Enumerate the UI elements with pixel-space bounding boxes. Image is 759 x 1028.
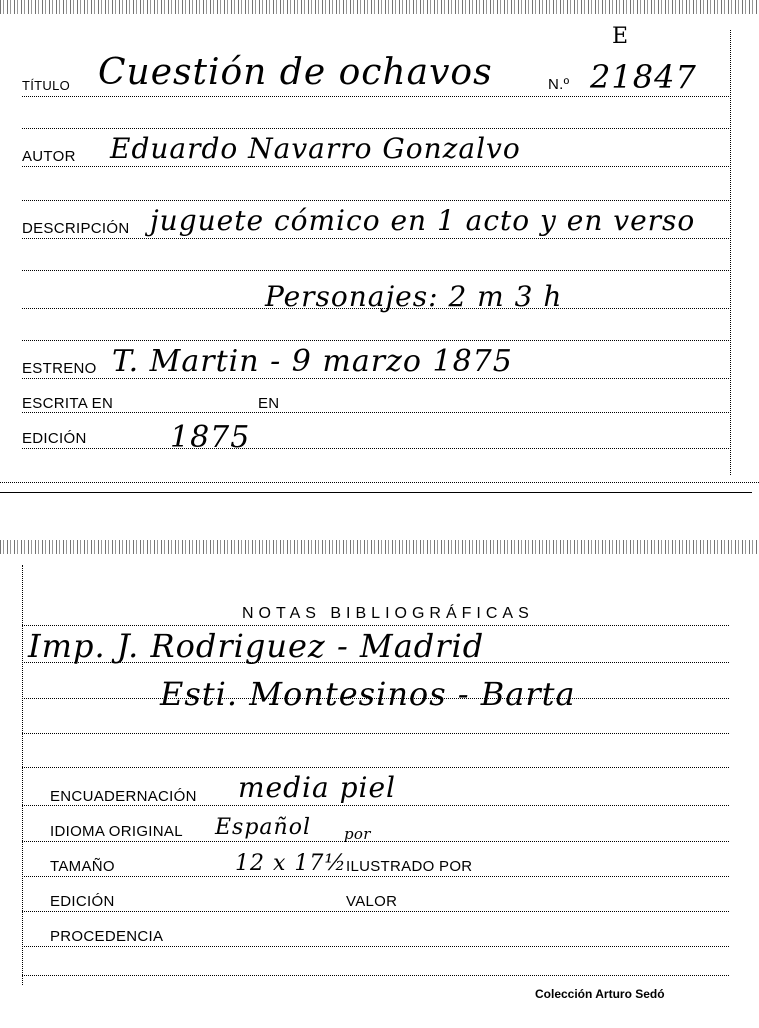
rule-line [22, 841, 729, 842]
scan-edge-noise [0, 0, 759, 14]
rule-line [22, 166, 729, 167]
edicion-label-bottom: EDICIÓN [50, 893, 115, 910]
rule-line [22, 662, 729, 663]
estreno-value: T. Martin - 9 marzo 1875 [112, 344, 513, 379]
rule-line [22, 975, 729, 976]
rule-line [22, 412, 729, 413]
rule-line [22, 767, 729, 768]
catalog-card-top [0, 0, 759, 495]
rule-line [22, 876, 729, 877]
card-separator [0, 492, 752, 493]
rule-line [22, 378, 729, 379]
autor-label: AUTOR [22, 148, 76, 165]
ilustrado-label: ILUSTRADO POR [346, 858, 473, 875]
tamano-value: 12 x 17½ [235, 851, 347, 876]
rule-line [22, 340, 729, 341]
en-label: EN [258, 395, 280, 412]
descripcion-value: juguete cómico en 1 acto y en verso [150, 204, 696, 237]
rule-line [22, 733, 729, 734]
rule-line [22, 448, 729, 449]
catalog-card-bottom [0, 535, 759, 1028]
numero-label: N.º [548, 76, 570, 93]
rule-line [22, 128, 729, 129]
edicion-value: 1875 [170, 420, 251, 455]
rule-line [22, 625, 729, 626]
numero-value: 21847 [590, 58, 697, 96]
descripcion-label: DESCRIPCIÓN [22, 220, 130, 237]
por-label: por [344, 825, 371, 843]
rule-line [22, 911, 729, 912]
titulo-value: Cuestión de ochavos [98, 52, 493, 93]
rule-line [22, 698, 729, 699]
valor-label: VALOR [346, 893, 398, 910]
card-right-border [730, 30, 732, 475]
encuadernacion-value: media piel [238, 771, 396, 804]
collection-credit: Colección Arturo Sedó [535, 987, 665, 1001]
rule-line [22, 96, 729, 97]
note-line-1: Imp. J. Rodriguez - Madrid [28, 627, 485, 665]
rule-line [22, 200, 729, 201]
rule-line [22, 805, 729, 806]
edicion-label: EDICIÓN [22, 430, 87, 447]
idioma-value: Español [215, 815, 311, 840]
rule-line [22, 270, 729, 271]
idioma-label: IDIOMA ORIGINAL [50, 823, 183, 840]
estreno-label: ESTRENO [22, 360, 97, 377]
rule-line [22, 238, 729, 239]
encuadernacion-label: ENCUADERNACIÓN [50, 788, 197, 805]
rule-line [0, 482, 759, 483]
numero-mark: E [612, 24, 630, 49]
rule-line [22, 308, 729, 309]
scan-edge-noise [0, 540, 759, 554]
notas-heading: NOTAS BIBLIOGRÁFICAS [242, 605, 534, 622]
autor-value: Eduardo Navarro Gonzalvo [110, 132, 521, 165]
escrita-en-label: ESCRITA EN [22, 395, 114, 412]
tamano-label: TAMAÑO [50, 858, 115, 875]
titulo-label: TÍTULO [22, 78, 71, 93]
procedencia-label: PROCEDENCIA [50, 928, 164, 945]
card-left-border [22, 565, 24, 985]
rule-line [22, 946, 729, 947]
note-line-2: Esti. Montesinos - Barta [160, 675, 576, 713]
personajes-value: Personajes: 2 m 3 h [265, 280, 563, 313]
